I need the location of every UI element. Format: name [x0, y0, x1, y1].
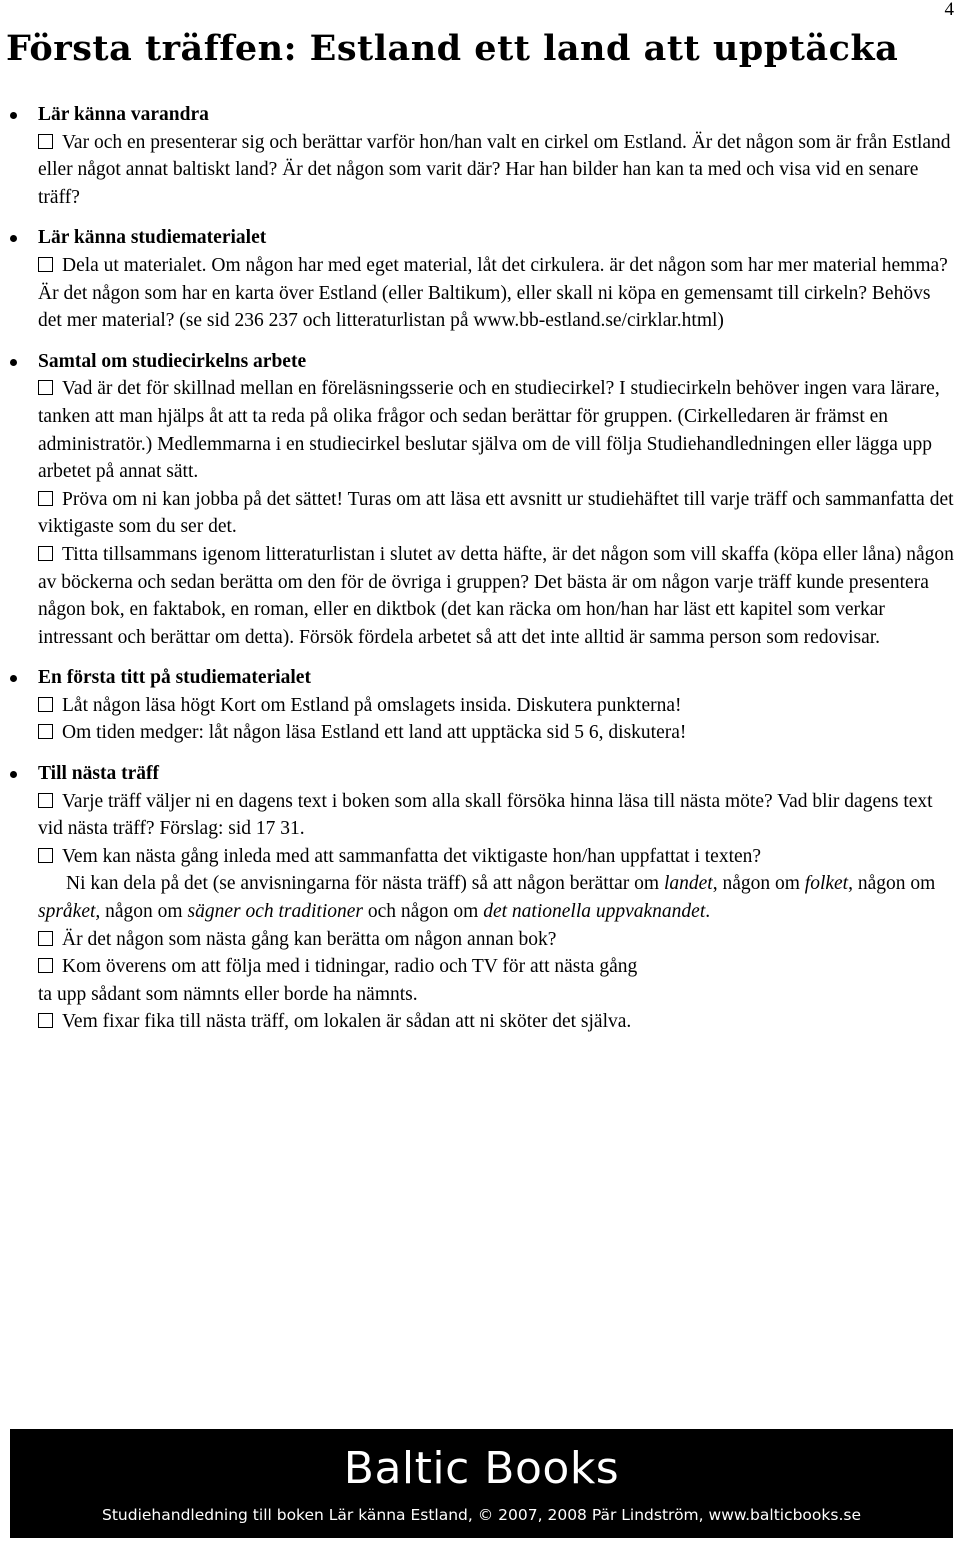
- bullet-icon: [10, 359, 17, 366]
- section-heading: Samtal om studiecirkelns arbete: [38, 350, 307, 372]
- item-text: Varje träff väljer ni en dagens text i boken som alla skall försöka hinna läsa till nästa möte? Vad blir dagens text vid nästa träff? Förslag: sid 17 31.: [38, 790, 933, 840]
- checkbox-icon: [38, 257, 53, 272]
- checklist-item: [38, 541, 956, 651]
- footer-tagline: Studiehandledning till boken Lär känna Estland, © 2007, 2008 Pär Lindström, www.balticbooks.se: [102, 1506, 861, 1524]
- section: [38, 760, 956, 1036]
- checklist-item: [38, 486, 956, 541]
- checkbox-icon: [38, 1013, 53, 1028]
- page-title: Första träffen: Estland ett land att upptäcka: [6, 28, 899, 69]
- checklist-item: [38, 870, 956, 925]
- section-heading: Till nästa träff: [38, 763, 159, 785]
- checklist-item: [38, 129, 956, 212]
- emphasis-text: landet: [663, 873, 713, 895]
- checkbox-icon: [38, 697, 53, 712]
- checkbox-icon: [38, 724, 53, 739]
- item-text: någon om: [852, 873, 936, 895]
- checklist-item: [38, 719, 956, 747]
- checklist-item: [38, 252, 956, 335]
- item-text: Var och en presenterar sig och berättar varför hon/han valt en cirkel om Estland. Är det någon som är från Estland eller något annat baltiskt land? Är det någon som varit där? Har han bilder han kan ta med och visa vid en senare träff?: [38, 131, 951, 208]
- item-text: Titta tillsammans igenom litteraturlistan i slutet av detta häfte, är det någon som vill skaffa (köpa eller låna) någon av böckerna och sedan berätta om den för de övriga i gruppen? Det bästa är om någon varje träff kunde presentera någon bok, en faktabok, en roman, eller en diktbok (det kan räcka om hon/han har läst ett kapitel som verkar intressant och berättar om detta). Försök fördela arbetet så att det inte alltid är samma person som redovisar.: [38, 543, 954, 648]
- item-text: Dela ut materialet. Om någon har med eget material, låt det cirkulera. är det någon som har mer material hemma? Är det någon som har en karta över Estland (eller Baltikum), eller skall ni köpa en gemensamt till cirkeln? Behövs det mer material? (se sid 236 237 och litteraturlistan på www.bb-estland.se/cirklar.html): [38, 254, 948, 332]
- checklist-item: [38, 692, 956, 720]
- bullet-icon: [10, 771, 17, 778]
- item-text: Låt någon läsa högt Kort om Estland på omslagets insida. Diskutera punkterna!: [62, 694, 682, 716]
- section: [38, 224, 956, 334]
- section: [38, 101, 956, 211]
- checkbox-icon: [38, 134, 53, 149]
- item-text-line: ta upp sådant som nämnts eller borde ha nämnts.: [38, 983, 418, 1005]
- item-text: Är det någon som nästa gång kan berätta om någon annan bok?: [62, 928, 557, 950]
- item-text: Pröva om ni kan jobba på det sättet! Turas om att läsa ett avsnitt ur studiehäftet till varje träff och sammanfatta det viktigaste som du ser det.: [38, 488, 954, 538]
- checkbox-icon: [38, 931, 53, 946]
- emphasis-text: språket,: [38, 901, 101, 923]
- item-text: .: [705, 901, 711, 923]
- checklist-item: [38, 843, 956, 871]
- checkbox-icon: [38, 848, 53, 863]
- checklist-item: [38, 788, 956, 843]
- footer-brand: Baltic Books: [343, 1443, 620, 1494]
- bullet-icon: [10, 675, 17, 682]
- footer-banner: [10, 1429, 953, 1538]
- item-text: och någon om: [362, 901, 484, 923]
- item-text: Vem kan nästa gång inleda med att sammanfatta det viktigaste hon/han uppfattat i texten?: [62, 845, 762, 867]
- item-text: Vem fixar fika till nästa träff, om lokalen är sådan att ni sköter det själva.: [62, 1011, 632, 1033]
- bullet-icon: [10, 235, 17, 242]
- item-text: , någon om: [712, 873, 805, 895]
- section-heading: Lär känna varandra: [38, 104, 209, 125]
- section-heading: En första titt på studiematerialet: [38, 667, 311, 689]
- section-heading: Lär känna studiematerialet: [38, 227, 267, 249]
- checkbox-icon: [38, 793, 53, 808]
- checklist-item: [38, 375, 956, 485]
- emphasis-text: sägner och traditioner: [187, 901, 363, 923]
- item-text: Om tiden medger: låt någon läsa Estland ett land att upptäcka sid 5 6, diskutera!: [62, 722, 687, 744]
- checkbox-icon: [38, 546, 53, 561]
- checklist-item: [38, 1008, 956, 1036]
- emphasis-text: folket,: [804, 873, 853, 895]
- checkbox-icon: [38, 958, 53, 973]
- document-body: [38, 101, 956, 1036]
- checklist-item: [38, 926, 956, 954]
- item-text: Ni kan dela på det (se anvisningarna för nästa träff) så att någon berättar om: [66, 873, 664, 895]
- item-text: någon om: [100, 901, 188, 923]
- bullet-icon: [10, 112, 17, 119]
- item-text: Vad är det för skillnad mellan en föreläsningsserie och en studiecirkel? I studiecirkeln behöver ingen vara lärare, tanken att man hjälps åt att ta reda på olika frågor och sedan berättar för gruppen. (Cirkelledaren är främst en administratör.) Medlemmarna i en studiecirkel beslutar själva om de vill följa Studiehandledningen eller lägga upp arbetet på annat sätt.: [38, 378, 940, 483]
- page-number: 4: [944, 0, 954, 20]
- checkbox-icon: [38, 380, 53, 395]
- item-text-line: Kom överens om att följa med i tidningar, radio och TV för att nästa gång: [62, 956, 638, 978]
- section: [38, 348, 956, 652]
- section: [38, 664, 956, 747]
- emphasis-text: det nationella uppvaknandet: [483, 901, 706, 923]
- checklist-item: [38, 953, 956, 1008]
- checkbox-icon: [38, 491, 53, 506]
